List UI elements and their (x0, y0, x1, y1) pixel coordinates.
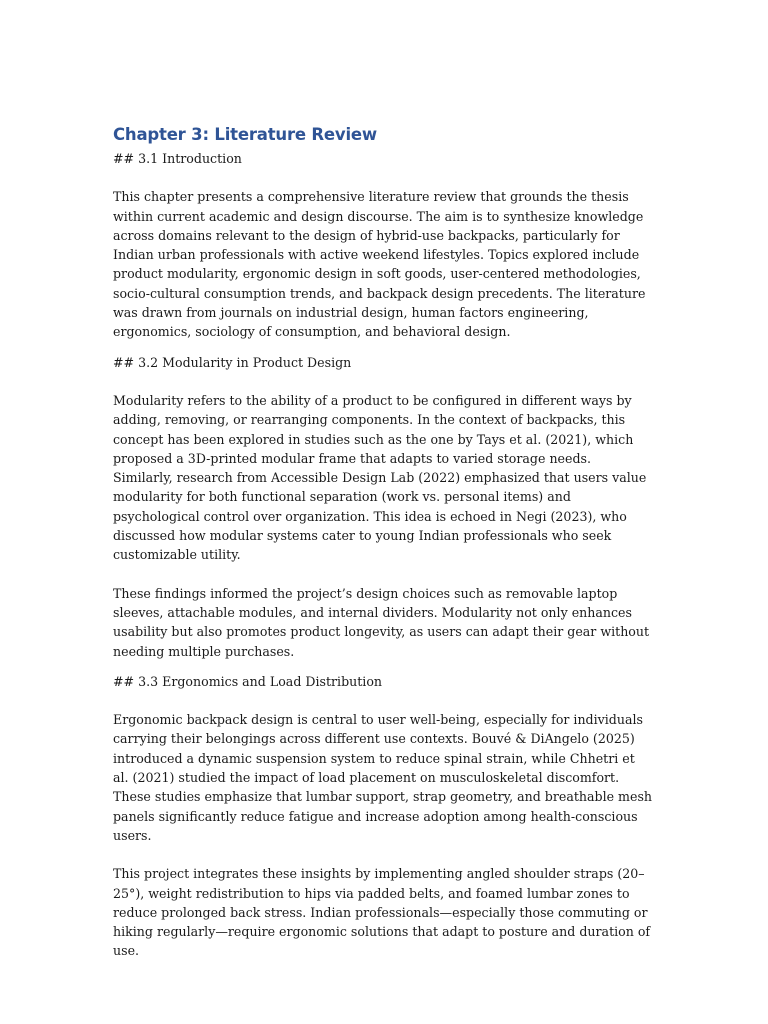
spacer (113, 168, 653, 187)
spacer (113, 845, 653, 864)
paragraph-ergonomics-1: Ergonomic backpack design is central to user well-being, especially for individuals carrying their belongings across different use contexts. Bouvé & DiAngelo (2025) introduced a dynamic suspension system to reduce spinal strain, while Chhetri et al. (2021) studied the impact of load placement on musculoskeletal discomfort. These studies emphasize that lumbar support, strap geometry, and breathable mesh panels significantly reduce fatigue and increase adoption among health-conscious users. (113, 712, 653, 843)
paragraph-modularity-2: These findings informed the project’s design choices such as removable laptop sleeves, attachable modules, and internal dividers. Modularity not only enhances usability but also promotes product longevity, as users can adapt their gear without needing multiple purchases. (113, 585, 650, 659)
spacer (113, 372, 653, 391)
section-heading-3-1: ## 3.1 Introduction (113, 151, 242, 166)
section-heading-3-2: ## 3.2 Modularity in Product Design (113, 354, 352, 370)
spacer (113, 342, 653, 353)
document-page (113, 124, 653, 961)
paragraph-ergonomics-2: This project integrates these insights by implementing angled shoulder straps (20–25°), weight redistribution to hips via padded belts, and foamed lumbar zones to reduce prolonged back stress. Indian professionals—especially those commuting or hiking regularly—require ergonomic solutions that adapt to posture and duration of use. (113, 866, 651, 959)
paragraph-introduction: This chapter presents a comprehensive literature review that grounds the thesis within current academic and design discourse. The aim is to synthesize knowledge across domains relevant to the design of hybrid-use backpacks, particularly for Indian urban professionals with active weekend lifestyles. Topics explored include product modularity, ergonomic design in soft goods, user-centered methodologies, socio-cultural consumption trends, and backpack design precedents. The literature was drawn from journals on industrial design, human factors engineering, ergonomics, sociology of consumption, and behavioral design. (113, 189, 646, 340)
spacer (113, 661, 653, 672)
section-heading-3-3: ## 3.3 Ergonomics and Load Distribution (113, 673, 383, 689)
spacer (113, 565, 653, 584)
spacer (113, 691, 653, 710)
paragraph-modularity-1: Modularity refers to the ability of a product to be configured in different ways by adding, removing, or rearranging components. In the context of backpacks, this concept has been explored in studies such as the one by Tays et al. (2021), which proposed a 3D-printed modular frame that adapts to varied storage needs. Similarly, research from Accessible Design Lab (2022) emphasized that users value modularity for both functional separation (work vs. personal items) and psychological control over organization. This idea is echoed in Negi (2023), who discussed how modular systems cater to young Indian professionals who seek customizable utility. (113, 392, 647, 563)
chapter-title: Chapter 3: Literature Review (113, 125, 377, 144)
